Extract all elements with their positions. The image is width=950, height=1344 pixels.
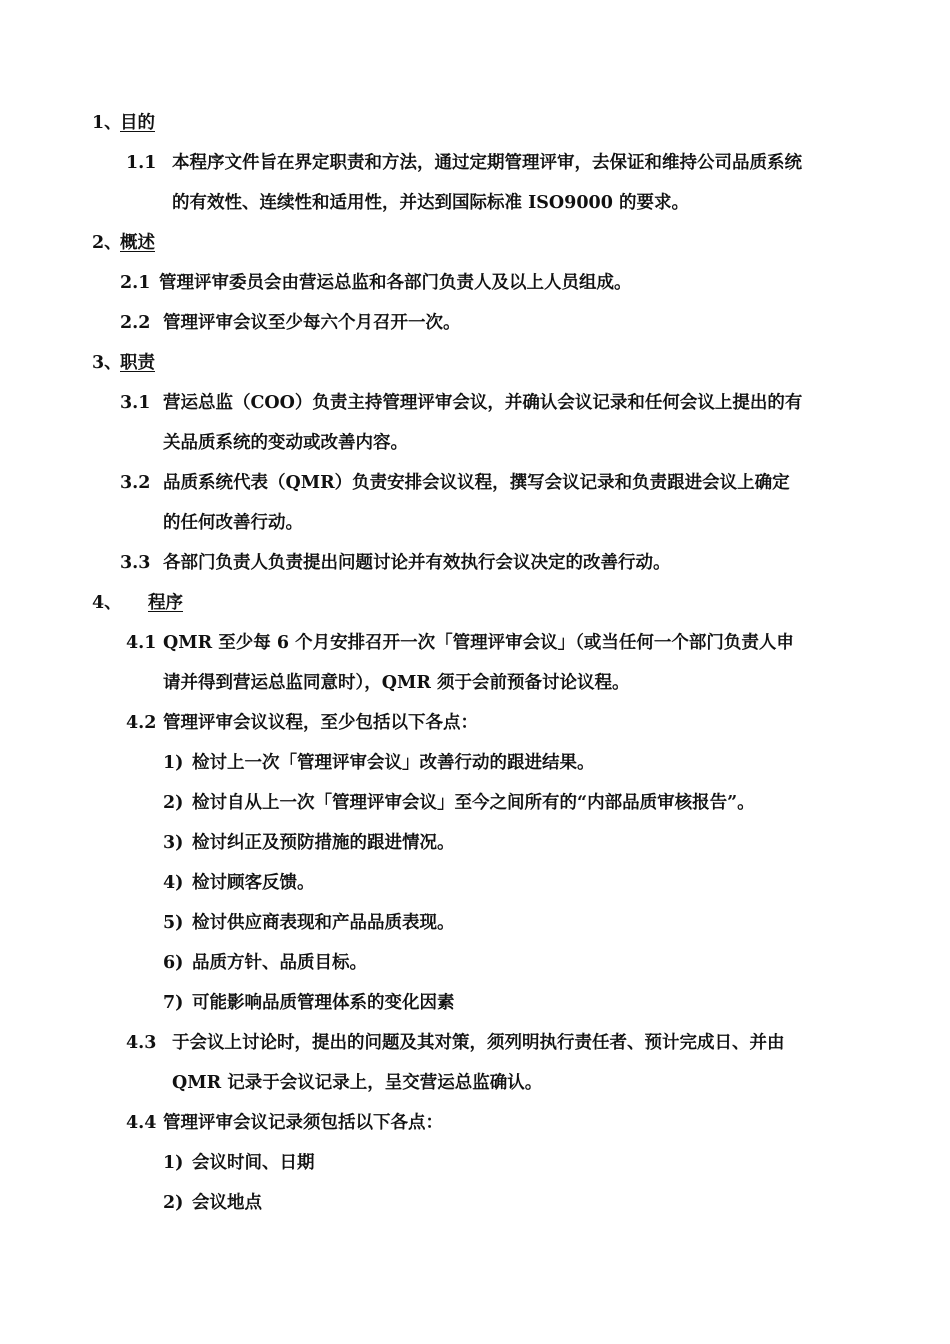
clause-4-3-line-1: 于会议上讨论时，提出的问题及其对策，须列明执行责任者、预计完成日、并由 xyxy=(172,1033,785,1053)
section-1-title: 目的 xyxy=(120,113,155,133)
clause-4-1-number: 4.1 xyxy=(126,633,157,653)
agenda-item-number: 1) xyxy=(163,753,184,773)
clause-3-1-line-1: 营运总监（COO）负责主持管理评审会议，并确认会议记录和任何会议上提出的有 xyxy=(163,393,803,413)
record-item-number: 2) xyxy=(163,1193,184,1213)
agenda-item-number: 6) xyxy=(163,953,184,973)
clause-2-1-number: 2.1 xyxy=(120,273,151,293)
section-3-number: 3、 xyxy=(92,353,122,373)
clause-4-2-text: 管理评审会议议程，至少包括以下各点： xyxy=(163,713,478,733)
clause-3-3-text: 各部门负责人负责提出问题讨论并有效执行会议决定的改善行动。 xyxy=(163,553,671,573)
agenda-item-text: 检讨顾客反馈。 xyxy=(192,873,315,893)
section-4-number: 4、 xyxy=(92,593,122,613)
agenda-item-text: 可能影响品质管理体系的变化因素 xyxy=(192,993,455,1013)
clause-4-3-number: 4.3 xyxy=(126,1033,157,1053)
section-1-number: 1、 xyxy=(92,113,122,133)
agenda-item-text: 检讨供应商表现和产品品质表现。 xyxy=(192,913,455,933)
clause-4-4-text: 管理评审会议记录须包括以下各点： xyxy=(163,1113,443,1133)
agenda-item-text: 检讨自从上一次「管理评审会议」至今之间所有的“内部品质审核报告”。 xyxy=(192,793,755,813)
record-item-text: 会议时间、日期 xyxy=(192,1153,315,1173)
clause-2-2-number: 2.2 xyxy=(120,313,151,333)
clause-3-1-number: 3.1 xyxy=(120,393,151,413)
agenda-item-number: 4) xyxy=(163,873,184,893)
clause-4-1-line-1: QMR 至少每 6 个月安排召开一次「管理评审会议」（或当任何一个部门负责人申 xyxy=(163,633,794,653)
clause-4-2-number: 4.2 xyxy=(126,713,157,733)
clause-3-3-number: 3.3 xyxy=(120,553,151,573)
clause-1-1-line-2: 的有效性、连续性和适用性，并达到国际标准 ISO9000 的要求。 xyxy=(172,193,689,213)
record-item-text: 会议地点 xyxy=(192,1193,262,1213)
clause-2-1-text: 管理评审委员会由营运总监和各部门负责人及以上人员组成。 xyxy=(159,273,632,293)
agenda-item-text: 检讨纠正及预防措施的跟进情况。 xyxy=(192,833,455,853)
clause-2-2-text: 管理评审会议至少每六个月召开一次。 xyxy=(163,313,461,333)
clause-3-2-number: 3.2 xyxy=(120,473,151,493)
agenda-item-text: 检讨上一次「管理评审会议」改善行动的跟进结果。 xyxy=(192,753,595,773)
section-4-title: 程序 xyxy=(148,593,183,613)
section-3-title: 职责 xyxy=(120,353,155,373)
clause-4-1-line-2: 请并得到营运总监同意时），QMR 须于会前预备讨论议程。 xyxy=(163,673,630,693)
agenda-item-number: 5) xyxy=(163,913,184,933)
clause-3-1-line-2: 关品质系统的变动或改善内容。 xyxy=(163,433,408,453)
agenda-item-number: 3) xyxy=(163,833,184,853)
agenda-item-number: 7) xyxy=(163,993,184,1013)
clause-1-1-number: 1.1 xyxy=(126,153,157,173)
record-item-number: 1) xyxy=(163,1153,184,1173)
clause-3-2-line-2: 的任何改善行动。 xyxy=(163,513,303,533)
clause-4-3-line-2: QMR 记录于会议记录上，呈交营运总监确认。 xyxy=(172,1073,543,1093)
clause-4-4-number: 4.4 xyxy=(126,1113,157,1133)
section-2-title: 概述 xyxy=(120,233,155,253)
agenda-item-text: 品质方针、品质目标。 xyxy=(192,953,367,973)
clause-1-1-line-1: 本程序文件旨在界定职责和方法，通过定期管理评审，去保证和维持公司品质系统 xyxy=(172,153,802,173)
section-2-number: 2、 xyxy=(92,233,122,253)
agenda-item-number: 2) xyxy=(163,793,184,813)
clause-3-2-line-1: 品质系统代表（QMR）负责安排会议议程，撰写会议记录和负责跟进会议上确定 xyxy=(163,473,790,493)
